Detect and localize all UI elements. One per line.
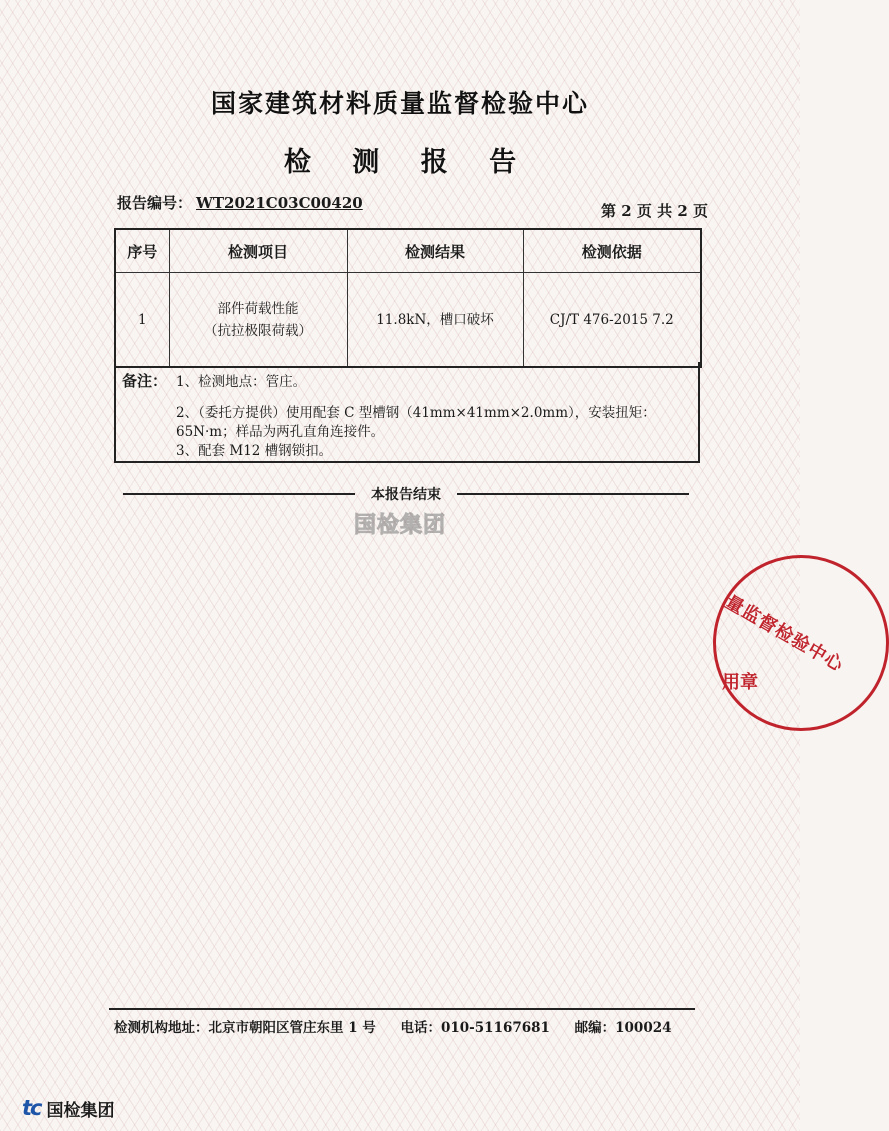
- seal-text-bottom: 用章: [722, 672, 758, 693]
- test-item-line2: （抗拉极限荷载）: [204, 322, 312, 339]
- remarks-box: [114, 362, 700, 463]
- remark-item-3: 3、配套 M12 槽钢锁扣。: [176, 443, 333, 459]
- header-serial-no: 序号: [115, 229, 169, 273]
- cell-test-item: [169, 273, 347, 368]
- header-test-result: 检测结果: [347, 229, 523, 273]
- table-header-row: [115, 229, 701, 273]
- remark-item-1: 1、检测地点：管庄。: [176, 374, 307, 390]
- test-item-line1: 部件荷载性能: [217, 300, 299, 317]
- watermark: 国检集团: [353, 513, 446, 538]
- cell-serial-no: 1: [115, 273, 169, 368]
- cell-test-basis: CJ/T 476-2015 7.2: [523, 273, 701, 368]
- logo-text: 国检集团: [46, 1100, 115, 1121]
- footer-address: 检测机构地址：北京市朝阳区管庄东里 1 号: [114, 1020, 376, 1036]
- results-table: [114, 228, 702, 368]
- footer-contact: [114, 1016, 694, 1036]
- footer-phone: 电话：010-51167681: [400, 1020, 550, 1036]
- footer-divider: [109, 1008, 695, 1010]
- report-end-text: 本报告结束: [371, 487, 441, 503]
- remark-item-2: 2、（委托方提供）使用配套 C 型槽钢（41mm×41mm×2.0mm），安装扭矩：65N·m；样品为两孔直角连接件。: [176, 405, 656, 440]
- organization-title: 国家建筑材料质量监督检验中心: [210, 89, 589, 118]
- document-title: 检 测 报 告: [283, 147, 533, 178]
- cell-test-result: 11.8kN，槽口破坏: [347, 273, 523, 368]
- end-rule-right: [457, 493, 689, 495]
- footer-postcode: 邮编：100024: [574, 1020, 672, 1036]
- report-end-line: [123, 484, 689, 504]
- remarks-label: 备注：: [122, 372, 168, 390]
- report-number-line: [117, 192, 363, 213]
- company-logo: [22, 1095, 115, 1121]
- official-seal: [713, 555, 889, 731]
- seal-text: 量监督检验中心: [721, 591, 848, 677]
- header-test-item: 检测项目: [169, 229, 347, 273]
- logo-mark-icon: tc: [22, 1096, 41, 1120]
- report-number: WT2021C03C00420: [196, 194, 363, 212]
- page-info: 第 2 页 共 2 页: [601, 202, 708, 220]
- header-test-basis: 检测依据: [523, 229, 701, 273]
- report-number-label: 报告编号：: [117, 194, 193, 212]
- table-row: [115, 273, 701, 368]
